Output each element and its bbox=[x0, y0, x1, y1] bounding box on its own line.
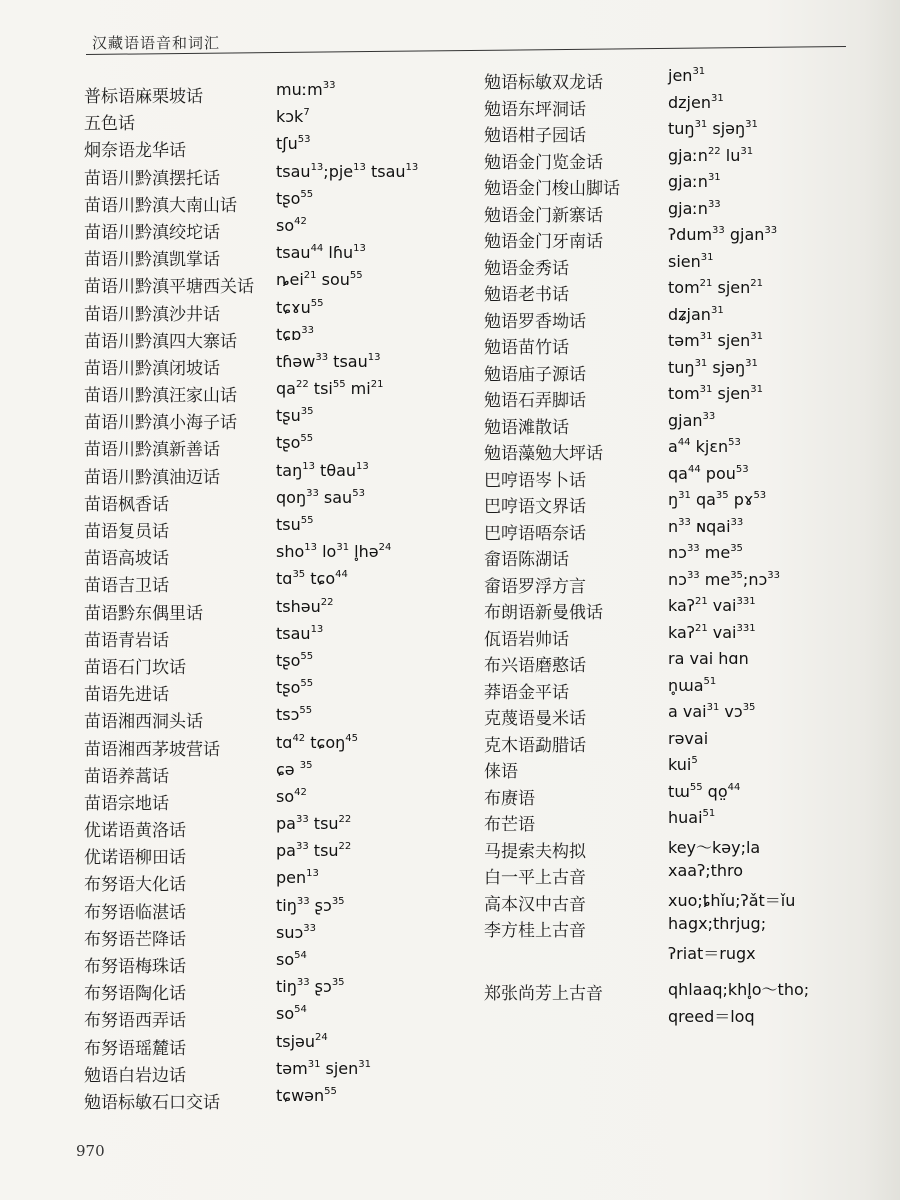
phonetic-form: dzjen$^{31}$ bbox=[668, 92, 724, 112]
list-item bbox=[84, 379, 464, 406]
language-name: 勉语白岩边话 bbox=[84, 1065, 186, 1086]
phonetic-form: gjaːn$^{31}$ bbox=[668, 172, 721, 191]
language-name: 勉语标敏石口交话 bbox=[84, 1092, 220, 1113]
phonetic-form: təm$^{31}$ sjen$^{31}$ bbox=[668, 331, 764, 350]
phonetic-form: ȵei$^{21}$ sou$^{55}$ bbox=[276, 270, 363, 290]
phonetic-form: gjaːn$^{22}$ $lu^{31}$ bbox=[668, 145, 754, 165]
phonetic-form: $qa^{44}$ pou$^{53}$ bbox=[668, 463, 749, 483]
list-item bbox=[484, 119, 854, 146]
language-name: 佤语岩帅话 bbox=[484, 629, 569, 650]
language-name: 布朗语新曼俄话 bbox=[484, 603, 603, 623]
language-name: 勉语石弄脚话 bbox=[484, 391, 586, 411]
language-name: 勉语金门览金话 bbox=[484, 152, 603, 173]
list-item bbox=[484, 1004, 854, 1031]
list-item bbox=[84, 406, 464, 433]
phonetic-form: qreed＝loq bbox=[668, 1006, 755, 1026]
language-name: 布努语陶化话 bbox=[84, 984, 186, 1005]
list-item bbox=[484, 755, 854, 782]
list-item bbox=[484, 331, 854, 358]
phonetic-form: tshəu$^{22}$ bbox=[276, 596, 334, 616]
phonetic-form: dʑjan$^{31}$ bbox=[668, 304, 724, 324]
list-item bbox=[484, 93, 854, 120]
language-name: 布努语西弄话 bbox=[84, 1011, 186, 1032]
phonetic-form: tsau$^{44}$ lɦu$^{13}$ bbox=[276, 243, 366, 263]
language-name: 巴哼语文界话 bbox=[484, 497, 586, 517]
list-item bbox=[84, 352, 464, 379]
phonetic-form: tɯ$^{55}$ qo̤$^{44}$ bbox=[668, 781, 741, 801]
list-item bbox=[84, 868, 464, 895]
phonetic-form: ʔdum$^{33}$ gjan$^{33}$ bbox=[668, 225, 778, 244]
phonetic-form: tʃu$^{53}$ bbox=[276, 134, 311, 154]
phonetic-form: $ŋ^{31}$ $qa^{35}$ pɤ$^{53}$ bbox=[668, 490, 767, 509]
phonetic-form: tiŋ$^{33}$ ʂɔ$^{35}$ bbox=[276, 895, 345, 915]
phonetic-form: tʂo$^{55}$ bbox=[276, 678, 314, 698]
language-name: 五色话 bbox=[84, 114, 135, 135]
list-item bbox=[484, 702, 854, 729]
phonetic-form: tɑ$^{35}$ tɕo$^{44}$ bbox=[276, 569, 348, 589]
phonetic-form: $pa^{33}$ tsu$^{22}$ bbox=[276, 814, 352, 834]
list-item bbox=[484, 941, 854, 968]
phonetic-form: a vai$^{31}$ vɔ$^{35}$ bbox=[668, 702, 756, 721]
list-item bbox=[84, 270, 464, 297]
phonetic-form: taŋ$^{13}$ tθau$^{13}$ bbox=[276, 460, 369, 480]
phonetic-form: tʂo$^{55}$ bbox=[276, 188, 314, 208]
list-item bbox=[84, 733, 464, 760]
list-item bbox=[84, 896, 464, 923]
list-item bbox=[84, 243, 464, 270]
language-name: 苗语川黔滇闭坡话 bbox=[84, 358, 220, 379]
phonetic-form: $pa^{33}$ tsu$^{22}$ bbox=[276, 841, 352, 861]
phonetic-form: tɦəw$^{33}$ tsau$^{13}$ bbox=[276, 351, 381, 371]
list-item bbox=[84, 950, 464, 977]
list-item bbox=[484, 861, 854, 888]
list-item bbox=[484, 437, 854, 464]
list-item bbox=[484, 464, 854, 491]
language-name: 勉语滩散话 bbox=[484, 417, 569, 438]
language-name: 苗语养蒿话 bbox=[84, 766, 169, 787]
language-name: 李方桂上古音 bbox=[484, 921, 586, 941]
phonetic-form: jen$^{31}$ bbox=[668, 66, 706, 85]
phonetic-form: gjaːn$^{33}$ bbox=[668, 198, 721, 218]
list-item bbox=[84, 216, 464, 243]
language-name: 苗语高坡话 bbox=[84, 549, 169, 570]
language-name: 克蔑语曼米话 bbox=[484, 709, 586, 729]
phonetic-form: tsjəu$^{24}$ bbox=[276, 1031, 328, 1051]
phonetic-form: kaʔ$^{21}$ vai$^{331}$ bbox=[668, 596, 756, 615]
language-name: 苗语先进话 bbox=[84, 685, 169, 706]
phonetic-form: tom$^{21}$ sjen$^{21}$ bbox=[668, 278, 763, 297]
phonetic-form: qoŋ$^{33}$ sau$^{53}$ bbox=[276, 487, 365, 507]
language-name: 布努语瑶麓话 bbox=[84, 1038, 186, 1059]
language-name: 普标语麻栗坡话 bbox=[84, 87, 203, 107]
list-item bbox=[484, 305, 854, 332]
language-name: 布努语梅珠话 bbox=[84, 957, 186, 977]
language-name: 勉语藻勉大坪话 bbox=[484, 444, 603, 464]
language-name: 布努语芒降话 bbox=[84, 929, 186, 950]
phonetic-form: hagx;thrjug; bbox=[668, 914, 767, 933]
list-item bbox=[484, 729, 854, 756]
list-item bbox=[484, 977, 854, 1004]
list-item bbox=[484, 649, 854, 676]
list-item bbox=[84, 977, 464, 1004]
phonetic-form: təm$^{31}$ sjen$^{31}$ bbox=[276, 1058, 372, 1078]
language-name: 苗语川黔滇平塘西关话 bbox=[84, 277, 254, 298]
phonetic-form: xaaʔ;thro bbox=[668, 861, 744, 880]
phonetic-form: tʂo$^{55}$ bbox=[276, 650, 314, 670]
list-item bbox=[84, 597, 464, 624]
list-item bbox=[84, 814, 464, 841]
list-item bbox=[484, 835, 854, 862]
list-item bbox=[484, 66, 854, 93]
phonetic-form: tɕɒ$^{33}$ bbox=[276, 324, 314, 344]
phonetic-form: key～kəy;la bbox=[668, 837, 761, 857]
list-item bbox=[84, 760, 464, 787]
language-name: 苗语川黔滇凯掌话 bbox=[84, 250, 220, 271]
list-item bbox=[484, 278, 854, 305]
list-item bbox=[84, 923, 464, 950]
language-name: 布努语大化话 bbox=[84, 875, 186, 896]
phonetic-form: $qa^{22}$ tsi$^{55}$ $mi^{21}$ bbox=[276, 379, 384, 399]
list-item bbox=[84, 542, 464, 569]
list-item bbox=[84, 162, 464, 189]
list-item bbox=[484, 888, 854, 915]
list-item bbox=[84, 841, 464, 868]
list-item bbox=[84, 787, 464, 814]
list-item bbox=[484, 199, 854, 226]
phonetic-form: tʂo$^{55}$ bbox=[276, 433, 314, 453]
phonetic-form: tiŋ$^{33}$ ʂɔ$^{35}$ bbox=[276, 977, 345, 997]
language-name: 苗语川黔滇新善话 bbox=[84, 440, 220, 461]
phonetic-form: muːm$^{33}$ bbox=[276, 80, 336, 99]
language-name: 勉语金门牙南话 bbox=[484, 232, 603, 252]
language-name: 畲语陈湖话 bbox=[484, 550, 569, 570]
phonetic-form: tɕɤu$^{55}$ bbox=[276, 297, 324, 317]
language-name: 苗语黔东偶里话 bbox=[84, 603, 203, 624]
phonetic-form: tsau$^{13}$ bbox=[276, 623, 324, 643]
phonetic-form: tuŋ$^{31}$ sjəŋ$^{31}$ bbox=[668, 357, 758, 377]
language-name: 苗语川黔滇摆托话 bbox=[84, 168, 220, 189]
language-name: 勉语罗香坳话 bbox=[484, 311, 586, 332]
language-name: 勉语金秀话 bbox=[484, 258, 569, 279]
list-item bbox=[484, 146, 854, 173]
language-name: 勉语柑子园话 bbox=[484, 126, 586, 146]
list-item bbox=[84, 1032, 464, 1059]
language-name: 布芒语 bbox=[484, 815, 535, 835]
phonetic-form: $so^{42}$ bbox=[276, 215, 307, 235]
list-item bbox=[484, 914, 854, 941]
list-item bbox=[84, 515, 464, 542]
language-name: 优诺语柳田话 bbox=[84, 848, 186, 869]
language-name: 巴哼语岑卜话 bbox=[484, 470, 586, 491]
list-item bbox=[484, 570, 854, 597]
phonetic-form: tʂu$^{35}$ bbox=[276, 406, 314, 426]
phonetic-form: suɔ$^{33}$ bbox=[276, 922, 316, 942]
list-item bbox=[84, 1004, 464, 1031]
phonetic-form: kui$^5$ bbox=[668, 755, 698, 774]
list-item bbox=[84, 651, 464, 678]
list-item bbox=[84, 189, 464, 216]
phonetic-form: kɔk$^7$ bbox=[276, 107, 310, 127]
language-name: 马提索夫构拟 bbox=[484, 841, 586, 862]
language-name: 苗语川黔滇沙井话 bbox=[84, 304, 220, 325]
running-head: 汉藏语语音和词汇 bbox=[92, 34, 221, 52]
list-item bbox=[84, 80, 464, 107]
language-name: 高本汉中古音 bbox=[484, 894, 586, 915]
language-name: 苗语川黔滇大南山话 bbox=[84, 195, 237, 216]
list-item bbox=[84, 134, 464, 161]
phonetic-form: tɕwən$^{55}$ bbox=[276, 1085, 337, 1105]
phonetic-form: sho$^{13}$ $lo^{31}$ l̥hə$^{24}$ bbox=[276, 542, 392, 562]
language-name: 勉语东坪洞话 bbox=[484, 99, 586, 120]
language-name: 苗语湘西茅坡营话 bbox=[84, 739, 220, 760]
language-name: 苗语川黔滇油迈话 bbox=[84, 467, 220, 488]
right-column bbox=[484, 66, 854, 1030]
phonetic-form: $so^{54}$ bbox=[276, 1004, 307, 1024]
language-name: 白一平上古音 bbox=[484, 868, 586, 888]
list-item bbox=[484, 623, 854, 650]
phonetic-form: tɑ$^{42}$ tɕoŋ$^{45}$ bbox=[276, 732, 358, 752]
list-item bbox=[484, 411, 854, 438]
list-item bbox=[484, 596, 854, 623]
list-item bbox=[84, 461, 464, 488]
language-name: 郑张尚芳上古音 bbox=[484, 984, 603, 1004]
list-item bbox=[484, 252, 854, 279]
language-name: 苗语川黔滇小海子话 bbox=[84, 413, 237, 434]
phonetic-form: tsɔ$^{55}$ bbox=[276, 705, 313, 725]
list-item bbox=[484, 808, 854, 835]
list-item bbox=[484, 490, 854, 517]
list-item bbox=[84, 678, 464, 705]
phonetic-form: sien$^{31}$ bbox=[668, 251, 714, 271]
list-item bbox=[484, 543, 854, 570]
list-item bbox=[84, 624, 464, 651]
page-number: 970 bbox=[76, 1142, 105, 1160]
phonetic-form: tsau$^{13}$;pje$^{13}$ tsau$^{13}$ bbox=[276, 161, 419, 181]
list-item bbox=[484, 676, 854, 703]
language-name: 勉语庙子源话 bbox=[484, 364, 586, 385]
language-name: 苗语复员话 bbox=[84, 522, 169, 542]
language-name: 巴哼语唔奈话 bbox=[484, 523, 586, 544]
language-name: 勉语苗竹话 bbox=[484, 338, 569, 358]
phonetic-form: gjan$^{33}$ bbox=[668, 410, 716, 430]
list-item bbox=[84, 705, 464, 732]
language-name: 畲语罗浮方言 bbox=[484, 576, 586, 597]
language-name: 苗语枫香话 bbox=[84, 494, 169, 515]
list-item bbox=[484, 782, 854, 809]
phonetic-form: nɔ$^{33}$ $me^{35};nɔ^{33}$ bbox=[668, 569, 780, 589]
language-name: 勉语标敏双龙话 bbox=[484, 73, 603, 93]
language-name: 苗语川黔滇四大寨话 bbox=[84, 331, 237, 352]
language-name: 莽语金平话 bbox=[484, 682, 569, 703]
list-item bbox=[84, 325, 464, 352]
language-name: 优诺语黄洛话 bbox=[84, 821, 186, 842]
language-name: 布努语临湛话 bbox=[84, 902, 186, 923]
list-item bbox=[484, 172, 854, 199]
list-item bbox=[84, 1059, 464, 1086]
list-item bbox=[484, 517, 854, 544]
list-item bbox=[84, 433, 464, 460]
phonetic-form: kaʔ$^{21}$ vai$^{331}$ bbox=[668, 622, 756, 642]
language-name: 苗语川黔滇汪家山话 bbox=[84, 386, 237, 407]
phonetic-form: rəvai bbox=[668, 728, 709, 748]
phonetic-form: $so^{54}$ bbox=[276, 950, 307, 969]
language-name: 勉语金门梭山脚话 bbox=[484, 179, 620, 199]
phonetic-form: tom$^{31}$ sjen$^{31}$ bbox=[668, 384, 763, 403]
phonetic-form: qhlaaq;khl̥o～tho; bbox=[668, 980, 810, 999]
phonetic-form: n̥ɯa$^{51}$ bbox=[668, 675, 717, 695]
phonetic-form: xuo;ȶhǐu;ʔǎt＝ǐu bbox=[668, 890, 796, 910]
list-item bbox=[84, 298, 464, 325]
phonetic-form: $so^{42}$ bbox=[276, 786, 307, 806]
left-column bbox=[84, 80, 464, 1113]
phonetic-form: ɕə $^{35}$ bbox=[276, 759, 313, 779]
language-name: 苗语青岩话 bbox=[84, 630, 169, 651]
phonetic-form: $a^{44}$ kjɛn$^{53}$ bbox=[668, 437, 741, 456]
language-name: 布兴语磨憨话 bbox=[484, 656, 586, 676]
language-name: 勉语金门新寨话 bbox=[484, 205, 603, 226]
language-name: 苗语宗地话 bbox=[84, 793, 169, 814]
language-name: 苗语石门坎话 bbox=[84, 657, 186, 678]
language-name: 苗语吉卫话 bbox=[84, 576, 169, 597]
phonetic-form: nɔ$^{33}$ $me^{35}$ bbox=[668, 543, 743, 562]
list-item bbox=[84, 488, 464, 515]
list-item bbox=[484, 384, 854, 411]
phonetic-form: ʔriat＝rugx bbox=[668, 943, 756, 963]
phonetic-form: ra vai hɑn bbox=[668, 649, 749, 668]
phonetic-form: $n^{33}$ ɴqai$^{33}$ bbox=[668, 516, 744, 536]
phonetic-form: tsu$^{55}$ bbox=[276, 515, 314, 534]
phonetic-form: tuŋ$^{31}$ sjəŋ$^{31}$ bbox=[668, 119, 758, 138]
list-item bbox=[84, 1086, 464, 1113]
language-name: 布赓语 bbox=[484, 788, 535, 809]
phonetic-form: huai$^{51}$ bbox=[668, 808, 716, 827]
language-name: 苗语湘西洞头话 bbox=[84, 712, 203, 733]
list-item bbox=[84, 569, 464, 596]
list-item bbox=[484, 358, 854, 385]
phonetic-form: pen$^{13}$ bbox=[276, 868, 319, 888]
language-name: 俫语 bbox=[484, 762, 518, 782]
list-item bbox=[484, 225, 854, 252]
language-name: 炯奈语龙华话 bbox=[84, 141, 186, 162]
language-name: 勉语老书话 bbox=[484, 285, 569, 305]
list-item bbox=[84, 107, 464, 134]
language-name: 克木语勐腊话 bbox=[484, 735, 586, 756]
language-name: 苗语川黔滇绞坨话 bbox=[84, 222, 220, 243]
